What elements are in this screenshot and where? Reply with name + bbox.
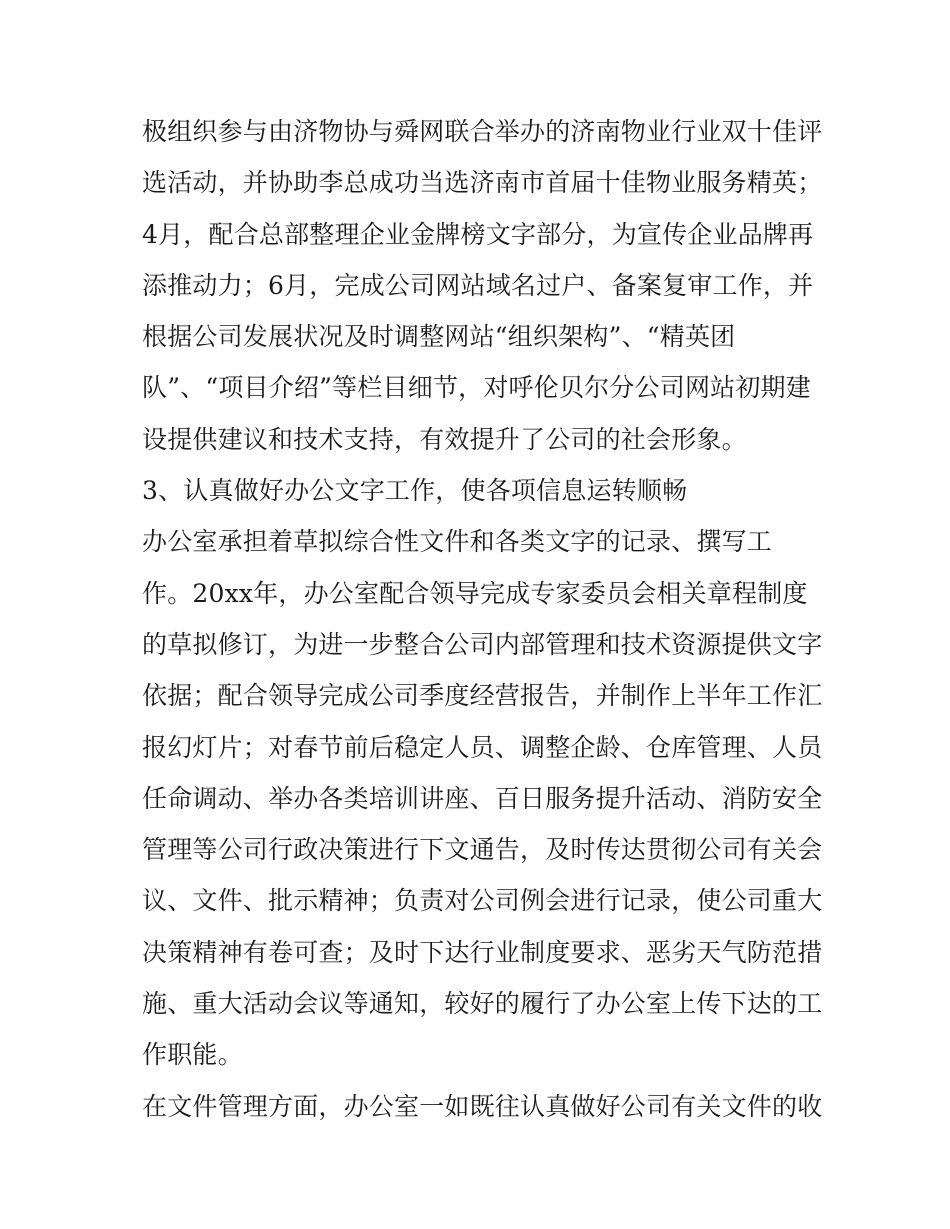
text-line: 选活动，并协助李总成功当选济南市首届十佳物业服务精英； — [142, 168, 823, 198]
document-body — [142, 106, 822, 1132]
text-line: 设提供建议和技术支持，有效提升了公司的社会形象。 — [142, 424, 747, 454]
section-heading: 3、认真做好办公文字工作，使各项信息运转顺畅 — [142, 476, 688, 506]
text-line: 作职能。 — [142, 1040, 243, 1070]
text-line: 作。20xx年，办公室配合领导完成专家委员会相关章程制度 — [142, 578, 808, 608]
text-line: 依据；配合领导完成公司季度经营报告，并制作上半年工作汇 — [142, 681, 823, 711]
text-line: 管理等公司行政决策进行下文通告，及时传达贯彻公司有关会 — [142, 835, 823, 865]
text-line: 决策精神有卷可查；及时下达行业制度要求、恶劣天气防范措 — [142, 937, 823, 967]
text-line: 任命调动、举办各类培训讲座、百日服务提升活动、消防安全 — [142, 783, 823, 813]
text-line: 施、重大活动会议等通知，较好的履行了办公室上传下达的工 — [142, 989, 823, 1019]
text-line: 办公室承担着草拟综合性文件和各类文字的记录、撰写工 — [142, 527, 773, 557]
text-line: 报幻灯片；对春节前后稳定人员、调整企龄、仓库管理、人员 — [142, 732, 823, 762]
text-line: 4月，配合总部整理企业金牌榜文字部分，为宣传企业品牌再 — [142, 219, 814, 249]
text-line: 在文件管理方面，办公室一如既往认真做好公司有关文件的收 — [142, 1091, 823, 1121]
text-line: 极组织参与由济物协与舜网联合举办的济南物业行业双十佳评 — [142, 117, 823, 146]
text-line: 队”、“项目介绍”等栏目细节，对呼伦贝尔分公司网站初期建 — [142, 373, 811, 403]
text-line: 议、文件、批示精神；负责对公司例会进行记录，使公司重大 — [142, 886, 823, 916]
text-line: 的草拟修订，为进一步整合公司内部管理和技术资源提供文字 — [142, 629, 823, 659]
text-line: 根据公司发展状况及时调整网站“组织架构”、“精英团 — [142, 322, 736, 352]
text-line: 添推动力；6月，完成公司网站域名过户、备案复审工作，并 — [142, 270, 814, 300]
